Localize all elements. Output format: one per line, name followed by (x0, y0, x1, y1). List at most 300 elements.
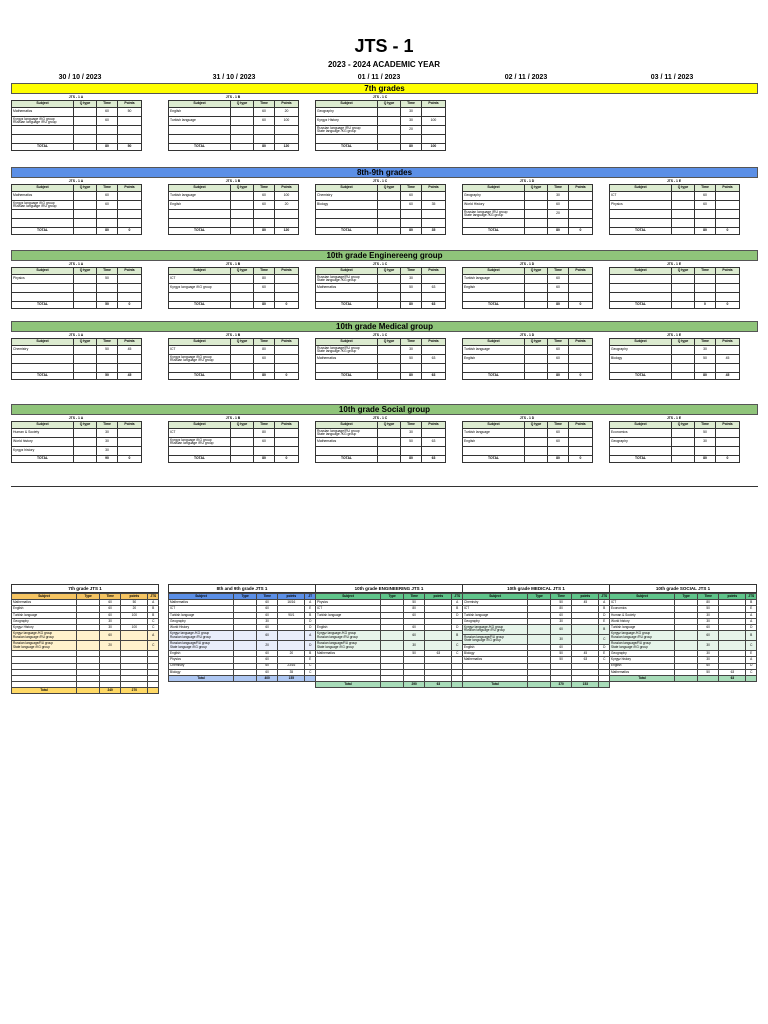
summary-cell: A (148, 631, 159, 641)
total-time: 50 (97, 373, 118, 380)
total-row (316, 144, 446, 151)
table-cell (422, 346, 446, 355)
column-header: Subject (316, 594, 381, 600)
summary-table (609, 584, 757, 682)
table-cell (525, 373, 548, 380)
table-cell (378, 144, 401, 151)
table-cell: 30 (548, 192, 569, 201)
table-cell: Human & Society (12, 429, 74, 438)
total-points: 0 (275, 456, 299, 463)
total-row (169, 373, 299, 380)
summary-cell: English (316, 624, 381, 630)
total-label: TOTAL (316, 456, 378, 463)
summary-cell: 20 (121, 606, 148, 612)
summary-cell: 30 (404, 641, 425, 651)
table-cell: 60 (97, 117, 118, 126)
total-row (169, 456, 299, 463)
column-header: Subject (463, 339, 525, 346)
exam-grid (11, 267, 142, 309)
table-cell: Russian language /RU group State language /KG group (463, 210, 525, 219)
column-header: Time (551, 594, 572, 600)
table-cell (378, 117, 401, 126)
summary-cell: ICT (316, 606, 381, 612)
summary-cell: 30 (698, 657, 719, 663)
exam-table (168, 262, 298, 309)
table-cell (569, 293, 593, 302)
column-header: Q type (672, 185, 695, 192)
table-cell (118, 284, 142, 293)
summary-cell: Geography (610, 651, 675, 657)
table-cell (275, 293, 299, 302)
exam-grid (462, 421, 593, 463)
table-cell: 50 (118, 108, 142, 117)
total-label: TOTAL (316, 302, 378, 309)
exam-grid (168, 338, 299, 380)
exam-table (315, 416, 445, 463)
table-cell: 60 (548, 429, 569, 438)
table-cell (525, 228, 548, 235)
total-row (463, 456, 593, 463)
total-row (610, 373, 740, 380)
table-cell (525, 201, 548, 210)
total-time: 50 (97, 302, 118, 309)
column-header: points (425, 594, 452, 600)
table-cell: Geography (463, 192, 525, 201)
table-cell (525, 275, 548, 284)
exam-grid (315, 421, 446, 463)
table-cell (118, 135, 142, 144)
summary-cell: 50 (698, 606, 719, 612)
column-header: Subject (610, 422, 672, 429)
summary-cell: E (599, 651, 610, 657)
table-cell: 50 (401, 284, 422, 293)
table-cell (672, 293, 695, 302)
total-points: 120 (275, 144, 299, 151)
table-cell: English (169, 201, 231, 210)
table-cell (463, 447, 525, 456)
summary-cell: Kyrgyz language /KG group Russian language /RU group (316, 631, 381, 641)
summary-cell: Mathematics (12, 600, 77, 606)
summary-total-cell (234, 675, 257, 681)
table-cell (716, 364, 740, 373)
table-cell (275, 429, 299, 438)
summary-total-cell (746, 675, 757, 681)
column-header: JTS (452, 594, 463, 600)
table-row (169, 117, 299, 126)
table-cell (118, 201, 142, 210)
column-header: Time (97, 101, 118, 108)
section-banner: 8th-9th grades (11, 167, 758, 178)
table-cell (378, 201, 401, 210)
exam-table-title: JTS - 1 B (225, 262, 241, 266)
table-cell (463, 219, 525, 228)
table-cell (672, 355, 695, 364)
table-cell: 63 (422, 284, 446, 293)
summary-cell: 60 (257, 651, 278, 657)
column-header: Type (77, 594, 100, 600)
table-cell (12, 210, 74, 219)
academic-year: 2023 - 2024 ACADEMIC YEAR (327, 60, 441, 69)
summary-row (169, 641, 316, 651)
table-cell: 30 (401, 108, 422, 117)
summary-total-cell (148, 688, 159, 694)
column-header: Points (569, 339, 593, 346)
column-header: Q type (672, 422, 695, 429)
summary-row (12, 641, 159, 651)
total-points: 35 (422, 228, 446, 235)
table-cell (74, 456, 97, 463)
table-cell (548, 447, 569, 456)
total-label: TOTAL (169, 302, 231, 309)
table-cell (74, 219, 97, 228)
summary-total-row (610, 675, 757, 681)
table-cell (422, 108, 446, 117)
table-cell (548, 364, 569, 373)
summary-total-cell (77, 688, 100, 694)
table-cell (672, 302, 695, 309)
summary-cell: 20 (100, 641, 121, 651)
table-cell: Russian language/RU group State language /KG group (316, 346, 378, 355)
table-row (316, 201, 446, 210)
summary-cell: 60 (698, 624, 719, 630)
column-header: Points (118, 339, 142, 346)
table-cell (12, 284, 74, 293)
summary-cell: 60 (257, 663, 278, 669)
exam-table-title: JTS - 1 E (666, 179, 682, 183)
table-cell (716, 201, 740, 210)
table-cell: 30 (97, 429, 118, 438)
total-time: 80 (695, 373, 716, 380)
table-cell: 60 (254, 284, 275, 293)
summary-cell: E (599, 618, 610, 624)
summary-cell: Economics (610, 606, 675, 612)
summary-title: 7th grade JTS 1 (11, 584, 159, 593)
summary-cell: 45 (572, 651, 599, 657)
table-cell (716, 447, 740, 456)
summary-cell: Kyrgyz language /KG group Russian language /RU group (610, 631, 675, 641)
table-cell (118, 293, 142, 302)
section-banner: 10th grade Social group (11, 404, 758, 415)
summary-cell: 50 (404, 651, 425, 657)
summary-row (463, 634, 610, 644)
column-header: Q type (74, 339, 97, 346)
table-cell (569, 438, 593, 447)
table-cell (74, 275, 97, 284)
table-cell (316, 210, 378, 219)
table-cell (231, 373, 254, 380)
table-row (316, 219, 446, 228)
summary-cell: C (305, 669, 316, 675)
table-cell (422, 447, 446, 456)
table-cell (169, 210, 231, 219)
exam-table (168, 95, 298, 151)
column-header: Subject (169, 339, 231, 346)
table-cell (401, 210, 422, 219)
column-header: Subject (169, 185, 231, 192)
summary-cell: 50 (404, 600, 425, 606)
summary-cell: 60 (100, 600, 121, 606)
table-cell: 60 (254, 355, 275, 364)
column-header: Subject (463, 268, 525, 275)
table-cell (74, 302, 97, 309)
table-cell: 60 (548, 201, 569, 210)
table-cell (569, 346, 593, 355)
summary-cell (719, 631, 746, 641)
total-time: 80 (695, 456, 716, 463)
total-time: 80 (254, 302, 275, 309)
table-cell: 20 (275, 108, 299, 117)
summary-cell: 60 (257, 657, 278, 663)
column-header: Q type (231, 185, 254, 192)
table-cell: Chemistry (12, 346, 74, 355)
summary-cell: 50 (698, 669, 719, 675)
summary-cell: 16/16 (278, 600, 305, 606)
summary-table (168, 584, 316, 682)
summary-cell: 30 (100, 624, 121, 630)
column-header: Time (548, 185, 569, 192)
summary-cell: A (452, 600, 463, 606)
table-cell: 100 (422, 117, 446, 126)
total-points: 0 (275, 302, 299, 309)
summary-total-cell: 155 (278, 675, 305, 681)
table-row (610, 447, 740, 456)
table-row (12, 275, 142, 284)
table-cell (716, 438, 740, 447)
summary-cell: C (452, 641, 463, 651)
total-label: TOTAL (169, 456, 231, 463)
table-cell (231, 302, 254, 309)
table-row (316, 429, 446, 438)
table-cell (378, 355, 401, 364)
table-row (463, 364, 593, 373)
column-header: Points (118, 185, 142, 192)
summary-cell: Turkish language (316, 612, 381, 618)
table-cell: 50 (97, 275, 118, 284)
summary-grid (315, 593, 463, 688)
exam-table-title: JTS - 1 E (666, 333, 682, 337)
table-row (169, 284, 299, 293)
table-header-row (316, 339, 446, 346)
summary-table (11, 584, 159, 694)
summary-cell: B (599, 624, 610, 634)
summary-row (12, 631, 159, 641)
total-label: TOTAL (12, 373, 74, 380)
summary-cell: B (452, 606, 463, 612)
table-row (12, 364, 142, 373)
table-row (610, 275, 740, 284)
summary-cell: Turkish language (12, 612, 77, 618)
table-cell (672, 364, 695, 373)
table-cell (275, 355, 299, 364)
column-header: points (572, 594, 599, 600)
total-row (316, 228, 446, 235)
table-cell (97, 364, 118, 373)
column-header: Q type (231, 422, 254, 429)
summary-cell: C (746, 641, 757, 651)
column-header: Time (97, 185, 118, 192)
table-header-row (316, 268, 446, 275)
total-row (12, 302, 142, 309)
summary-cell: English (169, 651, 234, 657)
exam-table (11, 416, 141, 463)
summary-cell: 60 (257, 600, 278, 606)
table-header-row (610, 268, 740, 275)
summary-cell: 30 (257, 618, 278, 624)
summary-cell: 60 (404, 612, 425, 618)
exam-table-title: JTS - 1 A (68, 95, 84, 99)
table-row (316, 210, 446, 219)
page-title: JTS - 1 (354, 36, 414, 56)
column-header: Points (275, 422, 299, 429)
summary-table (462, 584, 610, 688)
summary-cell: Human & Society (610, 612, 675, 618)
summary-cell: 30 (698, 618, 719, 624)
summary-cell (528, 634, 551, 644)
table-cell (254, 293, 275, 302)
date-label: 03 / 11 / 2023 (650, 74, 694, 81)
table-row (463, 201, 593, 210)
total-label: TOTAL (12, 302, 74, 309)
table-cell (569, 275, 593, 284)
total-time: 80 (401, 456, 422, 463)
table-cell (316, 447, 378, 456)
column-header: Subject (316, 339, 378, 346)
table-cell (569, 364, 593, 373)
exam-table-title: JTS - 1 D (519, 262, 535, 266)
table-row (12, 201, 142, 210)
column-header: Time (100, 594, 121, 600)
column-header: Subject (610, 268, 672, 275)
exam-grid (609, 267, 740, 309)
column-header: points (278, 594, 305, 600)
table-header-row (463, 185, 593, 192)
column-header: Points (569, 185, 593, 192)
summary-cell (278, 631, 305, 641)
table-header-row (610, 185, 740, 192)
table-cell: 35 (422, 201, 446, 210)
table-cell: 60 (548, 438, 569, 447)
table-header-row (316, 101, 446, 108)
exam-table-title: JTS - 1 A (68, 333, 84, 337)
column-header: Time (97, 422, 118, 429)
summary-total-cell: Total (610, 675, 675, 681)
total-row (316, 456, 446, 463)
column-header: Q type (231, 339, 254, 346)
table-header-row (169, 185, 299, 192)
summary-row (316, 641, 463, 651)
summary-cell: Kyrgyz language /KG group Russian language /RU group (463, 624, 528, 634)
column-header: Q type (672, 339, 695, 346)
table-cell: Mathematics (316, 355, 378, 364)
table-cell (97, 355, 118, 364)
table-cell: Kyrgyz language /KG group Russian language /RU group (169, 355, 231, 364)
table-header-row (463, 422, 593, 429)
column-header: Subject (316, 185, 378, 192)
exam-table (315, 262, 445, 309)
table-cell: 60 (695, 201, 716, 210)
column-header: Time (548, 339, 569, 346)
summary-total-cell: Total (169, 675, 234, 681)
table-cell (378, 438, 401, 447)
table-cell (378, 228, 401, 235)
table-cell (97, 126, 118, 135)
table-cell (231, 210, 254, 219)
table-cell (231, 275, 254, 284)
table-cell (525, 355, 548, 364)
table-cell: 60 (695, 192, 716, 201)
summary-grid (609, 593, 757, 682)
table-cell (231, 284, 254, 293)
table-row (12, 355, 142, 364)
table-cell: 60 (97, 108, 118, 117)
table-cell: World History (463, 201, 525, 210)
summary-cell: ICT (463, 606, 528, 612)
summary-row (316, 631, 463, 641)
summary-cell: C (148, 618, 159, 624)
column-header: Subject (316, 268, 378, 275)
column-header: Q type (525, 185, 548, 192)
column-header: Time (254, 185, 275, 192)
table-row (12, 293, 142, 302)
summary-cell: ICT (610, 600, 675, 606)
total-row (12, 373, 142, 380)
total-time: 80 (254, 228, 275, 235)
table-cell (672, 438, 695, 447)
total-row (12, 228, 142, 235)
column-header: JTS (746, 594, 757, 600)
summary-cell: A (305, 631, 316, 641)
total-label: TOTAL (316, 228, 378, 235)
table-cell (316, 293, 378, 302)
table-cell: 60 (401, 201, 422, 210)
summary-cell: Russian language/RU group State language /KG group (463, 634, 528, 644)
table-cell (672, 447, 695, 456)
column-header: Time (548, 422, 569, 429)
summary-cell: Russian language/RU group State language /KG group (316, 641, 381, 651)
total-points: 0 (118, 302, 142, 309)
table-cell (610, 293, 672, 302)
table-cell (569, 192, 593, 201)
summary-cell (77, 631, 100, 641)
table-row (169, 429, 299, 438)
table-cell (169, 293, 231, 302)
table-cell (118, 275, 142, 284)
total-row (463, 228, 593, 235)
table-cell (169, 447, 231, 456)
table-row (169, 219, 299, 228)
column-header: Points (569, 268, 593, 275)
exam-grid (168, 100, 299, 151)
total-label: TOTAL (169, 228, 231, 235)
table-cell (672, 373, 695, 380)
column-header: Points (118, 422, 142, 429)
total-row (463, 373, 593, 380)
table-cell (231, 144, 254, 151)
table-header-row (463, 339, 593, 346)
table-cell: Russian language /RU group State language /KG group (316, 126, 378, 135)
column-header: Points (422, 101, 446, 108)
table-cell: 60 (97, 192, 118, 201)
summary-cell: D (305, 641, 316, 651)
table-row (12, 108, 142, 117)
total-row (316, 302, 446, 309)
total-row (12, 144, 142, 151)
table-cell (610, 210, 672, 219)
summary-cell: B (452, 631, 463, 641)
exam-table-title: JTS - 1 C (372, 179, 388, 183)
summary-cell: D (452, 624, 463, 630)
table-cell (74, 144, 97, 151)
